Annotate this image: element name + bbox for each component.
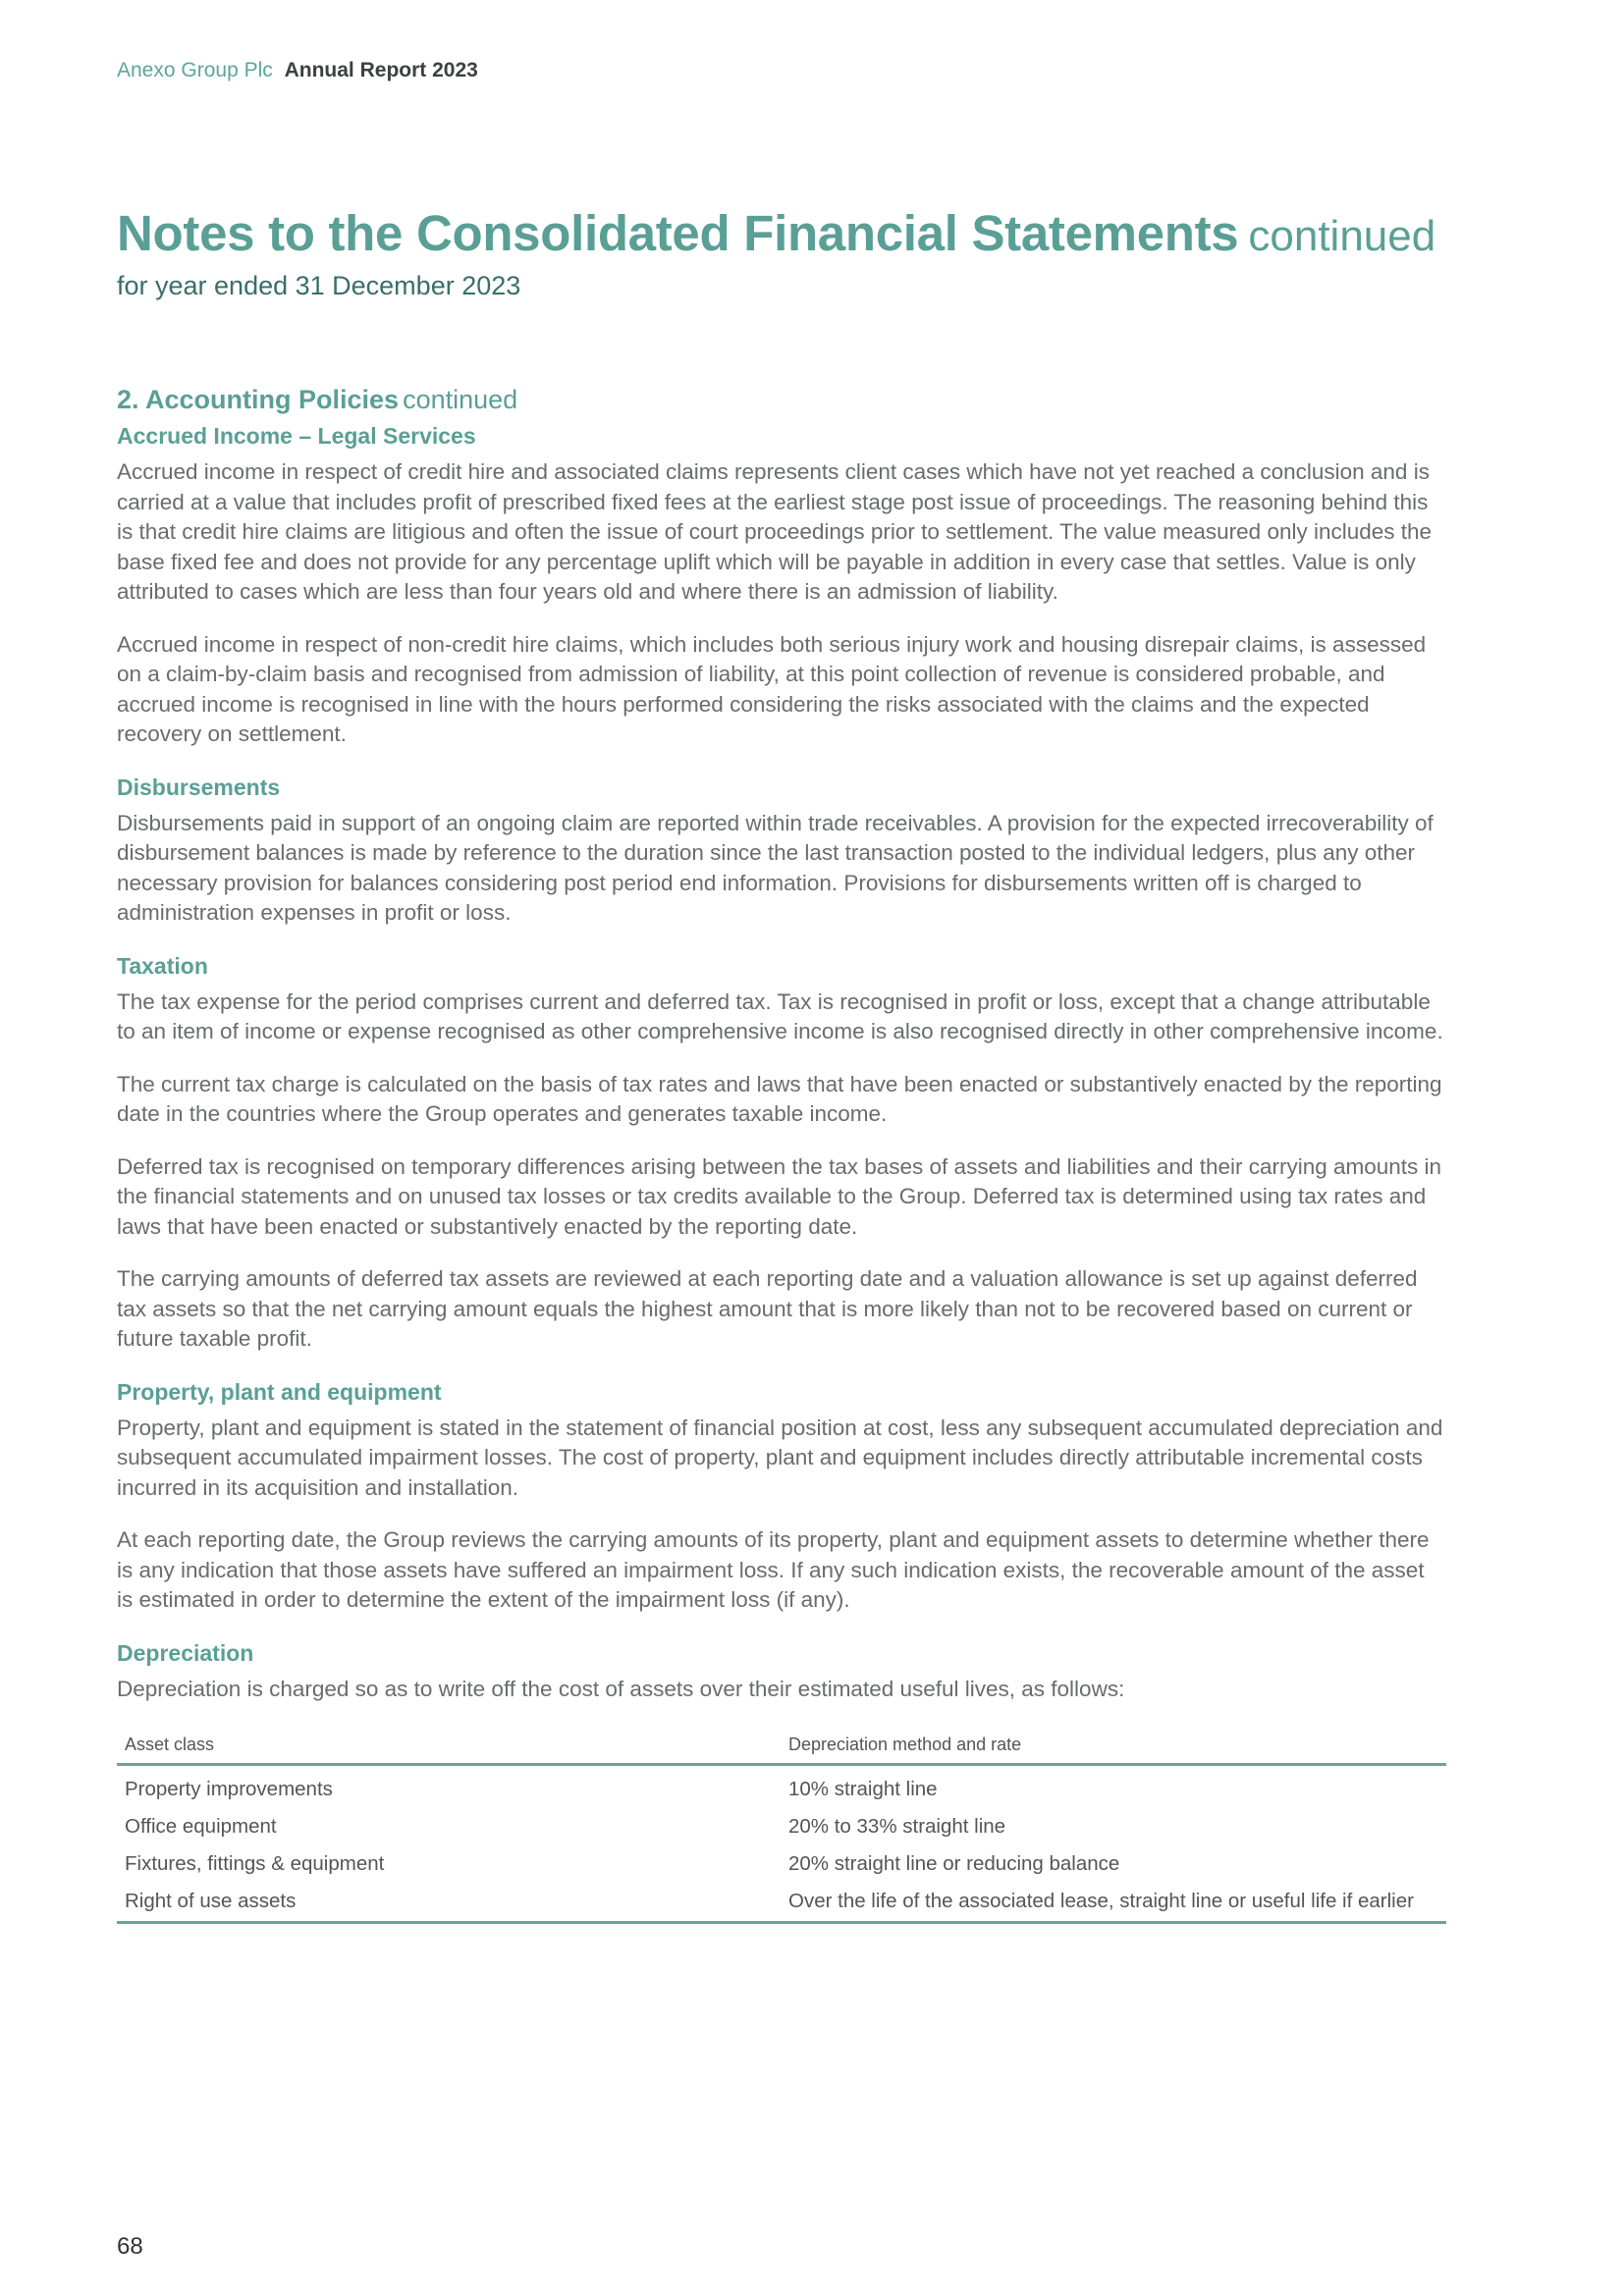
table-row [117, 1808, 1446, 1845]
report-name: Annual Report 2023 [284, 59, 478, 81]
table-cell: Property improvements [125, 1778, 333, 1800]
table-header-row [117, 1727, 1446, 1765]
paragraph: The current tax charge is calculated on the basis of tax rates and laws that have been enacted or substantively enacted by the reporting date in the countries where the Group operates and generates taxable income. [117, 1071, 1442, 1126]
table-cell: Over the life of the associated lease, straight line or useful life if earlier [781, 1883, 1446, 1923]
column-header-asset-class: Asset class [117, 1727, 781, 1765]
paragraph: Disbursements paid in support of an ongoing claim are reported within trade receivables. A provision for the expected irrecoverability of disbursement balances is made by reference to the duration since the last transaction posted to the individual ledgers, plus any other necessary provision for balances considering post period end information. Provisions for disbursements written off is charged to administration expenses in profit or loss. [117, 810, 1434, 925]
company-name: Anexo Group Plc [117, 59, 273, 81]
section-continued: continued [403, 385, 518, 414]
page-title-continued: continued [1248, 212, 1436, 260]
table-cell: Right of use assets [117, 1883, 781, 1923]
heading-accrued-income: Accrued Income – Legal Services [117, 423, 476, 449]
table-cell: Fixtures, fittings & equipment [125, 1852, 385, 1875]
heading-depreciation: Depreciation [117, 1639, 254, 1666]
section-title: 2. Accounting Policies [117, 385, 400, 414]
page-number: 68 [117, 2233, 143, 2260]
paragraph: Accrued income in respect of credit hire and associated claims represents client cases which have not yet reached a conclusion and is carried at a value that includes profit of prescribed fixed fees at the earliest stage post issue of proceedings. The reasoning behind this is that credit hire claims are litigious and often the issue of court proceedings prior to settlement. The value measured only includes the base fixed fee and does not provide for any percentage uplift which will be payable in addition in every case that settles. Value is only attributed to cases which are less than four years old and where there is an admission of liability. [117, 459, 1433, 604]
table-row [117, 1765, 1446, 1809]
table-cell: 20% straight line or reducing balance [788, 1852, 1120, 1875]
table-cell: 20% to 33% straight line [788, 1815, 1006, 1838]
heading-ppe: Property, plant and equipment [117, 1378, 442, 1405]
paragraph: The tax expense for the period comprises current and deferred tax. Tax is recognised in profit or loss, except that a change attributable to an item of income or expense recognised as other comprehensive income is also recognised directly in other comprehensive income. [117, 988, 1443, 1043]
paragraph: Depreciation is charged so as to write off the cost of assets over their estimated useful lives, as follows: [117, 1676, 1125, 1701]
page-title-main: Notes to the Consolidated Financial Statements [117, 205, 1239, 261]
table-row [117, 1883, 1446, 1923]
content [117, 385, 1446, 1924]
running-header [117, 59, 478, 82]
page-title [117, 204, 1446, 262]
paragraph: At each reporting date, the Group reviews the carrying amounts of its property, plant and equipment assets to determine whether there is any indication that those assets have suffered an impairment loss. If any such indication exists, the recoverable amount of the asset is estimated in order to determine the extent of the impairment loss (if any). [117, 1527, 1430, 1612]
heading-taxation: Taxation [117, 952, 208, 979]
paragraph: The carrying amounts of deferred tax assets are reviewed at each reporting date and a valuation allowance is set up against deferred tax assets so that the net carrying amount equals the highest amount that is more likely than not to be recovered based on current or future taxable profit. [117, 1266, 1418, 1351]
section-heading [117, 385, 1446, 415]
heading-disbursements: Disbursements [117, 774, 281, 800]
paragraph: Deferred tax is recognised on temporary differences arising between the tax bases of assets and liabilities and their carrying amounts in the financial statements and on unused tax losses or tax credits available to the Group. Deferred tax is determined using tax rates and laws that have been enacted or substantively enacted by the reporting date. [117, 1153, 1442, 1239]
table-row [117, 1845, 1446, 1883]
column-header-method: Depreciation method and rate [781, 1727, 1446, 1765]
paragraph: Accrued income in respect of non-credit hire claims, which includes both serious injury work and housing disrepair claims, is assessed on a claim-by-claim basis and recognised from admission of liability, at this point collection of revenue is considered probable, and accrued income is recognised in line with the hours performed considering the risks associated with the claims and the expected recovery on settlement. [117, 631, 1427, 746]
table-cell: Office equipment [125, 1815, 277, 1838]
paragraph: Property, plant and equipment is stated in the statement of financial position at cost, less any subsequent accumulated depreciation and subsequent accumulated impairment losses. The cost of property, plant and equipment includes directly attributable incremental costs incurred in its acquisition and installation. [117, 1415, 1443, 1500]
page-subtitle: for year ended 31 December 2023 [117, 271, 521, 300]
table-cell: 10% straight line [788, 1778, 938, 1800]
depreciation-table [117, 1727, 1446, 1924]
